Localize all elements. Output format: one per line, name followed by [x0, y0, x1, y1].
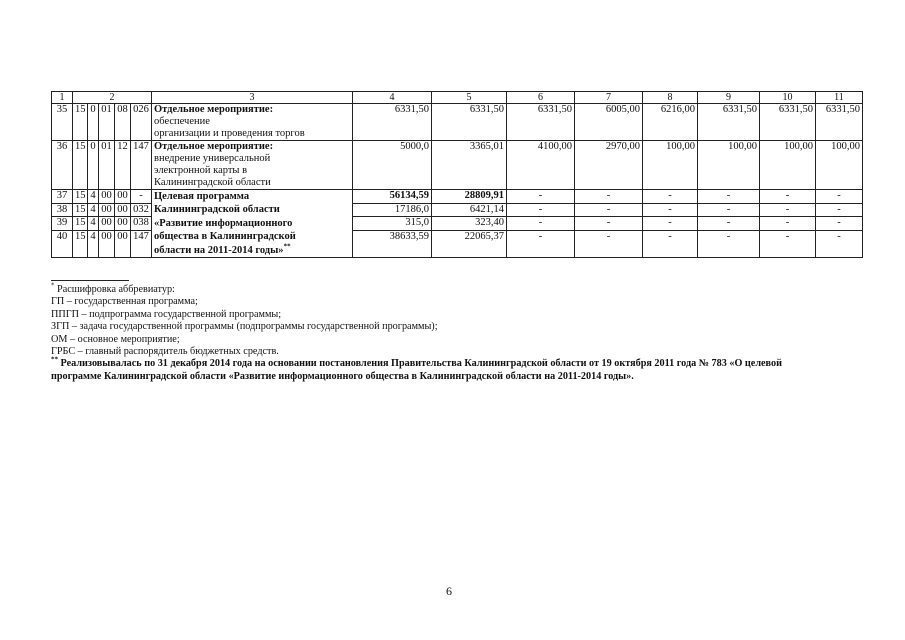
header-cell-5: 5 [432, 92, 507, 104]
value-col-11: 6331,50 [816, 104, 863, 141]
code-cell: 4 [88, 230, 99, 257]
header-cell-2: 2 [73, 92, 152, 104]
value-col-8: - [643, 230, 698, 257]
code-cell: 4 [88, 203, 99, 217]
value-col-6: - [507, 217, 575, 231]
value-col-11: - [816, 190, 863, 204]
header-cell-1: 1 [52, 92, 73, 104]
code-cell: 00 [99, 203, 115, 217]
code-cell: 00 [99, 217, 115, 231]
value-col-4: 5000,0 [353, 141, 432, 190]
table-header-row [52, 92, 863, 104]
header-cell-8: 8 [643, 92, 698, 104]
value-col-7: - [575, 203, 643, 217]
code-cell: 00 [115, 190, 131, 204]
program-line: «Развитие информационного [154, 217, 293, 229]
header-cell-11: 11 [816, 92, 863, 104]
row-number: 37 [52, 190, 73, 204]
program-footnote-cont: программе Калининградской области «Развитие информационного общества в Калининградской области на 2011-2014 годы». [51, 370, 634, 382]
code-cell: 0 [88, 141, 99, 190]
header-cell-10: 10 [760, 92, 816, 104]
code-cell: 4 [88, 217, 99, 231]
value-col-11: - [816, 203, 863, 217]
value-col-9: - [698, 203, 760, 217]
code-cell: 038 [131, 217, 152, 231]
value-col-4: 56134,59 [353, 190, 432, 204]
value-col-7: - [575, 230, 643, 257]
header-cell-7: 7 [575, 92, 643, 104]
program-line: Калининградской области [154, 204, 280, 216]
value-col-8: - [643, 217, 698, 231]
table-row [52, 104, 863, 141]
row-number: 35 [52, 104, 73, 141]
header-cell-9: 9 [698, 92, 760, 104]
description-line: Калининградской области [154, 177, 271, 188]
code-cell: 08 [115, 104, 131, 141]
code-cell: 00 [115, 217, 131, 231]
value-col-9: - [698, 190, 760, 204]
value-col-9: 100,00 [698, 141, 760, 190]
value-col-10: 100,00 [760, 141, 816, 190]
value-col-10: - [760, 230, 816, 257]
code-cell: 00 [99, 190, 115, 204]
program-line: Целевая программа [154, 191, 250, 202]
row-description [152, 104, 353, 141]
value-col-11: 100,00 [816, 141, 863, 190]
code-cell: 15 [73, 203, 88, 217]
code-cell: 0 [88, 104, 99, 141]
row-number: 40 [52, 230, 73, 257]
abbreviation-intro: * Расшифровка аббревиатур: [51, 281, 175, 295]
value-col-11: - [816, 217, 863, 231]
footnote-divider [51, 280, 129, 281]
value-col-5: 28809,91 [432, 190, 507, 204]
value-col-6: - [507, 203, 575, 217]
value-col-6: - [507, 230, 575, 257]
table-row [52, 190, 863, 204]
program-line-last: области на 2011-2014 годы»** [154, 242, 291, 256]
row-number: 36 [52, 141, 73, 190]
code-cell: 15 [73, 104, 88, 141]
value-col-8: - [643, 190, 698, 204]
value-col-7: - [575, 190, 643, 204]
code-cell: 026 [131, 104, 152, 141]
budget-table [51, 91, 863, 258]
code-cell: 15 [73, 230, 88, 257]
code-cell: 00 [115, 203, 131, 217]
value-col-5: 3365,01 [432, 141, 507, 190]
description-line: организации и проведения торгов [154, 128, 305, 139]
description-line: обеспечение [154, 116, 210, 127]
value-col-5: 6421,14 [432, 203, 507, 217]
abbreviation-item: ЗГП – задача государственной программы (подпрограммы государственной программы); [51, 321, 438, 333]
code-cell: 12 [115, 141, 131, 190]
value-col-4: 17186,0 [353, 203, 432, 217]
abbreviation-item: ГП – государственная программа; [51, 296, 198, 308]
value-col-5: 323,40 [432, 217, 507, 231]
value-col-4: 38633,59 [353, 230, 432, 257]
code-cell: 15 [73, 217, 88, 231]
value-col-9: - [698, 217, 760, 231]
value-col-11: - [816, 230, 863, 257]
program-line: общества в Калининградской [154, 231, 296, 243]
value-col-7: 2970,00 [575, 141, 643, 190]
value-col-10: 6331,50 [760, 104, 816, 141]
value-col-10: - [760, 190, 816, 204]
abbreviation-item: ГРБС – главный распорядитель бюджетных средств. [51, 346, 279, 358]
value-col-7: 6005,00 [575, 104, 643, 141]
code-cell: 01 [99, 141, 115, 190]
value-col-9: - [698, 230, 760, 257]
value-col-8: 6216,00 [643, 104, 698, 141]
value-col-6: 4100,00 [507, 141, 575, 190]
row-number: 39 [52, 217, 73, 231]
program-name-cell [152, 190, 353, 258]
value-col-8: - [643, 203, 698, 217]
footnotes [51, 280, 866, 383]
code-cell: 032 [131, 203, 152, 217]
header-cell-3: 3 [152, 92, 353, 104]
row-title: Отдельное мероприятие: [154, 141, 274, 152]
code-cell: 01 [99, 104, 115, 141]
value-col-6: 6331,50 [507, 104, 575, 141]
table-row [52, 141, 863, 190]
value-col-4: 315,0 [353, 217, 432, 231]
program-footnote: ** Реализовывалась по 31 декабря 2014 года на основании постановления Правительства Калининградской области от 19 октября 2011 года № 783 «О целевой [51, 356, 782, 370]
code-cell: 4 [88, 190, 99, 204]
page-number: 6 [446, 584, 452, 598]
code-cell: 15 [73, 141, 88, 190]
value-col-10: - [760, 217, 816, 231]
row-title: Отдельное мероприятие: [154, 104, 274, 115]
code-cell: 147 [131, 141, 152, 190]
row-description [152, 141, 353, 190]
value-col-7: - [575, 217, 643, 231]
code-cell: - [131, 190, 152, 204]
code-cell: 147 [131, 230, 152, 257]
code-cell: 15 [73, 190, 88, 204]
value-col-5: 22065,37 [432, 230, 507, 257]
value-col-4: 6331,50 [353, 104, 432, 141]
value-col-9: 6331,50 [698, 104, 760, 141]
code-cell: 00 [115, 230, 131, 257]
abbreviation-item: ППГП – подпрограмма государственной программы; [51, 308, 282, 320]
footnote-mark: ** [283, 242, 291, 251]
header-cell-6: 6 [507, 92, 575, 104]
description-line: внедрение универсальной [154, 153, 271, 164]
value-col-5: 6331,50 [432, 104, 507, 141]
abbreviation-item: ОМ – основное мероприятие; [51, 333, 180, 345]
row-number: 38 [52, 203, 73, 217]
description-line: электронной карты в [154, 165, 248, 176]
value-col-10: - [760, 203, 816, 217]
value-col-8: 100,00 [643, 141, 698, 190]
header-cell-4: 4 [353, 92, 432, 104]
code-cell: 00 [99, 230, 115, 257]
value-col-6: - [507, 190, 575, 204]
